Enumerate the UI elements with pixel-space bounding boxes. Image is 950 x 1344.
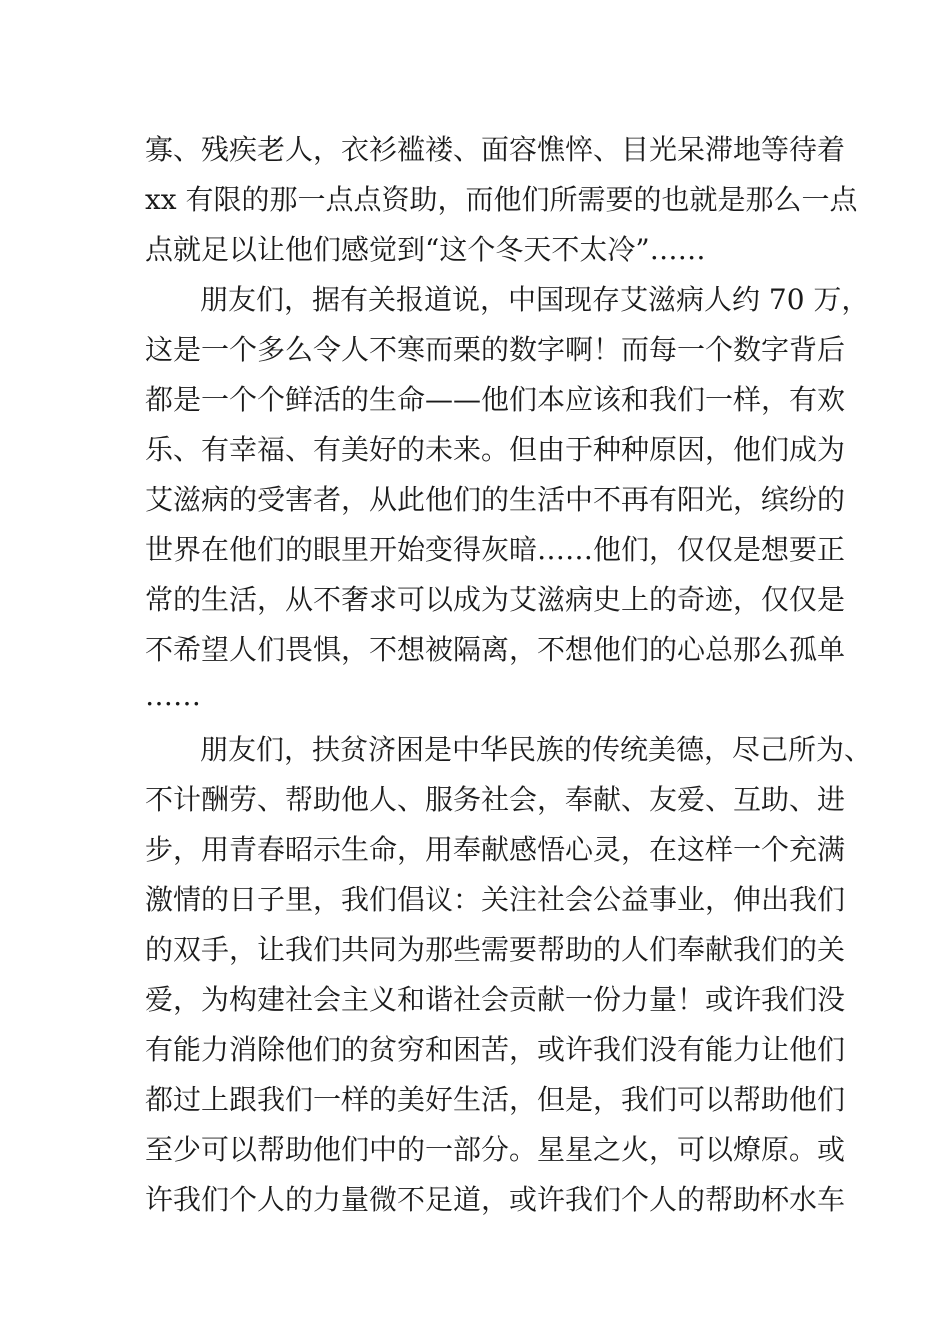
paragraph-2-line-2: 这是一个多么令人不寒而栗的数字啊！而每一个数字背后 bbox=[145, 333, 846, 366]
paragraph-3-line-4: 激情的日子里，我们倡议：关注社会公益事业，伸出我们 bbox=[145, 883, 846, 916]
paragraph-2-line-5: 艾滋病的受害者，从此他们的生活中不再有阳光，缤纷的 bbox=[145, 483, 846, 516]
paragraph-1-line-3: 点就足以让他们感觉到“这个冬天不太冷”…… bbox=[145, 233, 706, 266]
paragraph-3-line-3: 步，用青春昭示生命，用奉献感悟心灵，在这样一个充满 bbox=[145, 833, 846, 866]
paragraph-2-line-6: 世界在他们的眼里开始变得灰暗……他们，仅仅是想要正 bbox=[145, 533, 846, 566]
paragraph-2-line-7: 常的生活，从不奢求可以成为艾滋病史上的奇迹，仅仅是 bbox=[145, 583, 846, 616]
paragraph-2-line-1: 朋友们，据有关报道说，中国现存艾滋病人约 70 万， bbox=[200, 283, 870, 316]
paragraph-2-line-8: 不希望人们畏惧，不想被隔离，不想他们的心总那么孤单 bbox=[145, 633, 846, 666]
paragraph-1-line-2: xx 有限的那一点点资助，而他们所需要的也就是那么一点 bbox=[145, 183, 858, 216]
paragraph-3-line-2: 不计酬劳、帮助他人、服务社会，奉献、友爱、互助、进 bbox=[145, 783, 846, 816]
paragraph-2-line-9: …… bbox=[145, 679, 201, 712]
paragraph-3-line-9: 至少可以帮助他们中的一部分。星星之火，可以燎原。或 bbox=[145, 1133, 846, 1166]
paragraph-2-line-3: 都是一个个鲜活的生命——他们本应该和我们一样，有欢 bbox=[145, 383, 846, 416]
paragraph-3-line-1: 朋友们，扶贫济困是中华民族的传统美德，尽己所为、 bbox=[200, 733, 873, 766]
paragraph-3-line-10: 许我们个人的力量微不足道，或许我们个人的帮助杯水车 bbox=[145, 1183, 846, 1216]
paragraph-1-line-1: 寡、残疾老人，衣衫褴褛、面容憔悴、目光呆滞地等待着 bbox=[145, 133, 846, 166]
paragraph-3-line-5: 的双手，让我们共同为那些需要帮助的人们奉献我们的关 bbox=[145, 933, 846, 966]
paragraph-2-line-4: 乐、有幸福、有美好的未来。但由于种种原因，他们成为 bbox=[145, 433, 846, 466]
paragraph-3-line-7: 有能力消除他们的贫穷和困苦，或许我们没有能力让他们 bbox=[145, 1033, 846, 1066]
paragraph-3-line-6: 爱，为构建社会主义和谐社会贡献一份力量！或许我们没 bbox=[145, 983, 846, 1016]
paragraph-3-line-8: 都过上跟我们一样的美好生活，但是，我们可以帮助他们 bbox=[145, 1083, 846, 1116]
